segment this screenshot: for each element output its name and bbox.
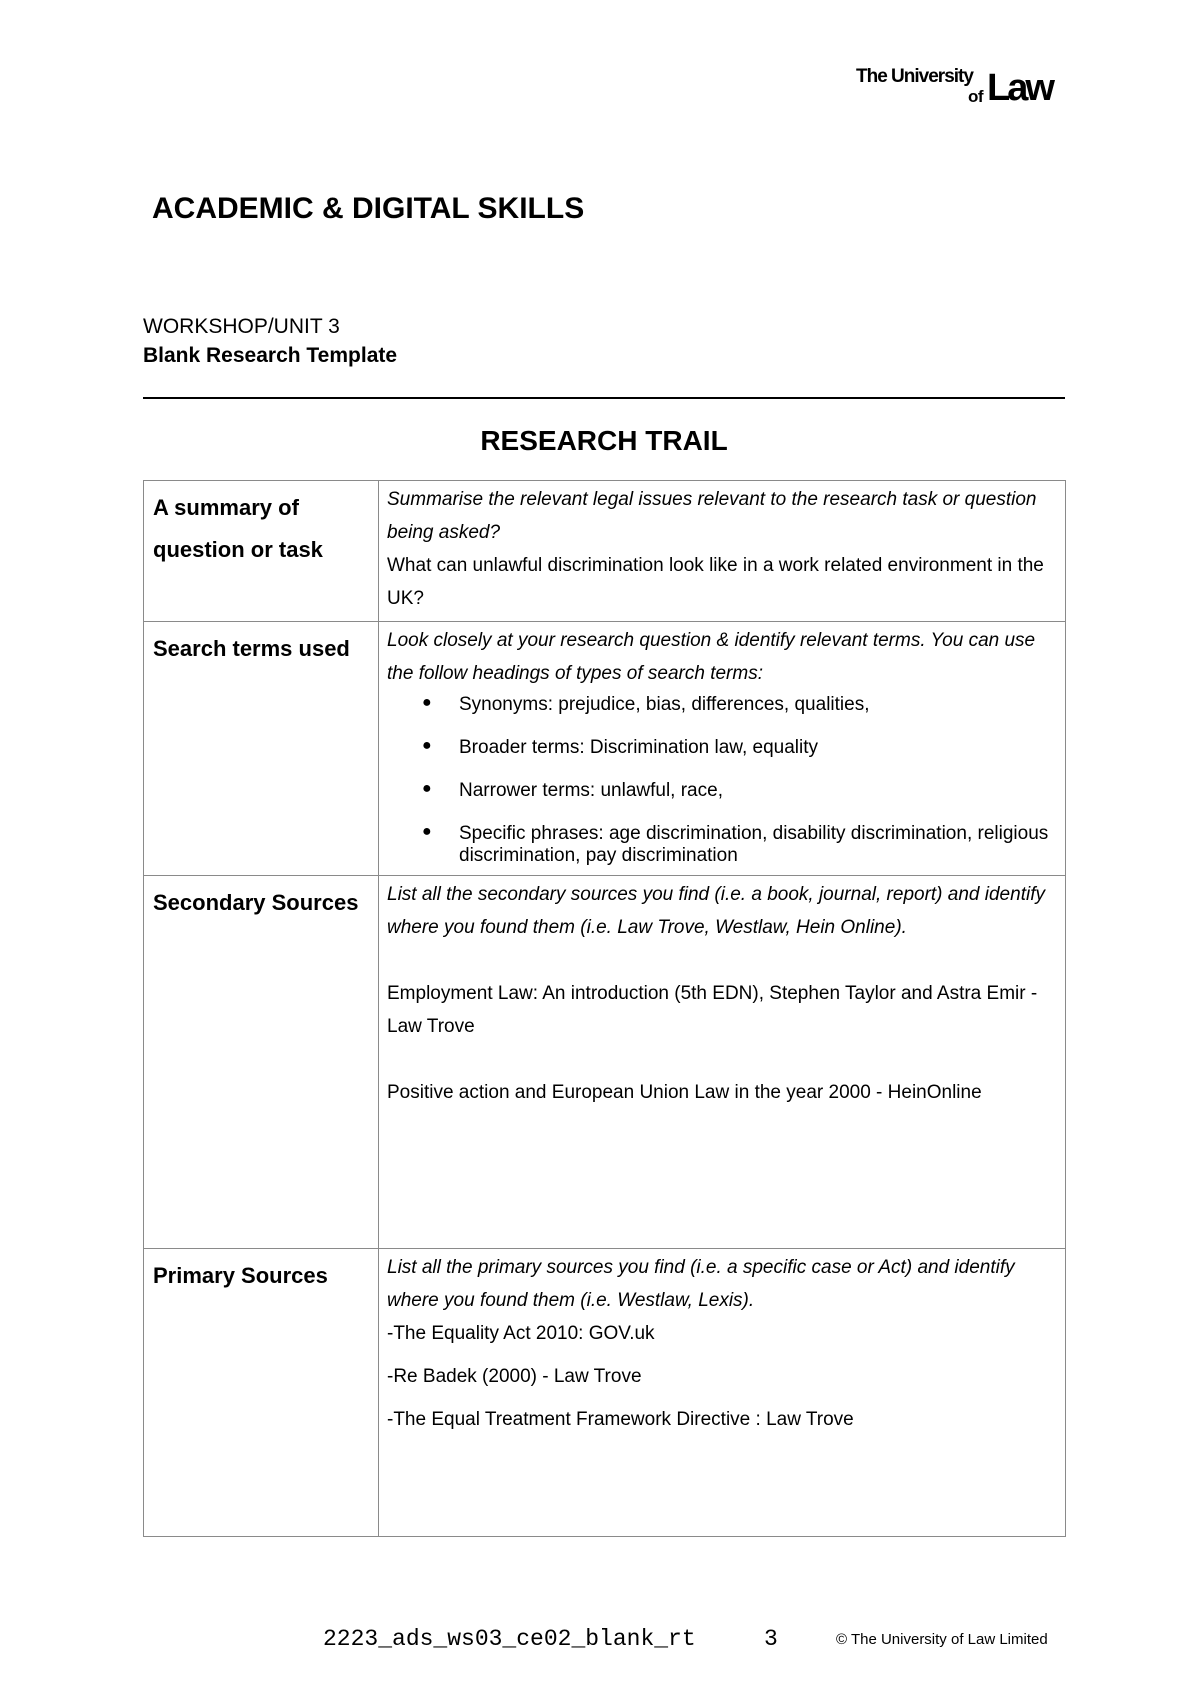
list-item: ● Specific phrases: age discrimination, disability discrimination, religious discrimination, pay discrimination — [422, 823, 1049, 866]
summary-label: A summary of question or task — [144, 481, 379, 622]
bullet-icon: ● — [422, 780, 432, 797]
primary-sources-prompt: List all the primary sources you find (i.e. a specific case or Act) and identify where you found them (i.e. Westlaw, Lexis). — [387, 1257, 1015, 1311]
summary-content[interactable] — [379, 481, 1066, 622]
footer-copyright: © The University of Law Limited — [836, 1631, 1048, 1648]
search-terms-row — [144, 622, 1066, 876]
page-title: ACADEMIC & DIGITAL SKILLS — [152, 192, 585, 225]
search-terms-prompt: Look closely at your research question & identify relevant terms. You can use the follow headings of types of search terms: — [387, 630, 1036, 684]
logo-text-of: of — [968, 87, 984, 106]
list-item: ● Broader terms: Discrimination law, equality — [422, 737, 819, 758]
workshop-unit: WORKSHOP/UNIT 3 — [143, 315, 340, 338]
search-terms-list — [387, 694, 1057, 867]
summary-row — [144, 481, 1066, 622]
secondary-sources-prompt: List all the secondary sources you find (i.e. a book, journal, report) and identify where you found them (i.e. Law Trove, Westlaw, Hein Online). — [387, 884, 1045, 938]
primary-source-entry: -Re Badek (2000) - Law Trove — [387, 1366, 642, 1387]
header-divider — [143, 397, 1065, 399]
footer-page-number: 3 — [764, 1626, 778, 1652]
summary-answer: What can unlawful discrimination look like in a work related environment in the UK? — [387, 555, 1044, 609]
research-trail-table — [143, 480, 1066, 1537]
secondary-sources-content[interactable] — [379, 876, 1066, 1249]
template-subtitle: Blank Research Template — [143, 344, 398, 367]
workshop-heading — [143, 312, 397, 370]
primary-sources-row — [144, 1249, 1066, 1537]
list-item: ● Synonyms: prejudice, bias, differences, qualities, — [422, 694, 870, 715]
bullet-icon: ● — [422, 737, 432, 754]
secondary-sources-label: Secondary Sources — [144, 876, 379, 1249]
footer-document-code: 2223_ads_ws03_ce02_blank_rt — [323, 1626, 696, 1652]
search-terms-label: Search terms used — [144, 622, 379, 876]
logo-text-university: The University — [856, 66, 973, 87]
university-logo — [856, 66, 1068, 108]
secondary-source-entry: Positive action and European Union Law in the year 2000 - HeinOnline — [387, 1082, 982, 1103]
bullet-icon: ● — [422, 694, 432, 711]
primary-sources-label: Primary Sources — [144, 1249, 379, 1537]
primary-sources-content[interactable] — [379, 1249, 1066, 1537]
secondary-source-entry: Employment Law: An introduction (5th EDN), Stephen Taylor and Astra Emir - Law Trove — [387, 983, 1038, 1037]
primary-source-entry: -The Equality Act 2010: GOV.uk — [387, 1323, 655, 1344]
section-title: RESEARCH TRAIL — [480, 425, 728, 456]
secondary-sources-row — [144, 876, 1066, 1249]
summary-prompt: Summarise the relevant legal issues relevant to the research task or question being asked? — [387, 489, 1037, 543]
search-terms-content[interactable] — [379, 622, 1066, 876]
bullet-icon: ● — [422, 823, 432, 840]
logo-text-law: Law — [987, 67, 1052, 109]
primary-source-entry: -The Equal Treatment Framework Directive : Law Trove — [387, 1409, 854, 1430]
list-item: ● Narrower terms: unlawful, race, — [422, 780, 723, 801]
